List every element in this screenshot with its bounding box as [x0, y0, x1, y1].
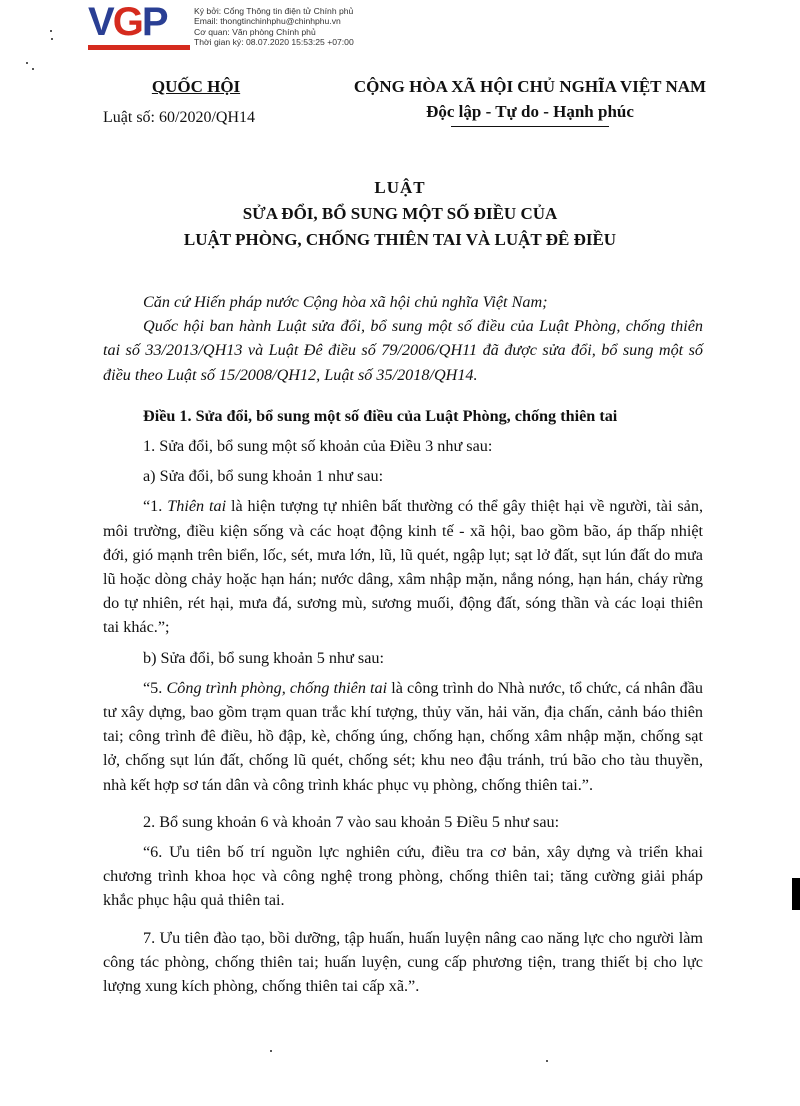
motto-underline [451, 126, 609, 127]
quoted-clause-7: 7. Ưu tiên đào tạo, bồi dưỡng, tập huấn, huấn luyện nâng cao năng lực cho người làm công tác phòng, chống thiên tai; huấn luyện, cung cấp phương tiện, trang thiết bị cho lực lượng xung kích phòng, chống thiên tai cấp xã.”. [103, 928, 703, 996]
signature-email: Email: thongtinchinhphu@chinhphu.vn [194, 16, 341, 27]
signature-info [194, 6, 354, 47]
national-motto: Độc lập - Tự do - Hạnh phúc [426, 102, 634, 121]
law-number: Luật số: 60/2020/QH14 [103, 109, 255, 126]
scan-speck [546, 1060, 548, 1062]
scan-speck [51, 38, 53, 40]
issuer-block [96, 77, 296, 97]
quoted-definition-1 [103, 494, 703, 639]
title-line-1: LUẬT [374, 178, 426, 197]
clause-2: 2. Bổ sung khoản 6 và khoản 7 vào sau khoản 5 Điều 5 như sau: [143, 812, 560, 831]
signature-signed-by: Ký bởi: Cổng Thông tin điện tử Chính phủ [194, 6, 354, 16]
law-title [0, 178, 800, 250]
quoted-definition-5 [103, 676, 703, 797]
title-line-3: LUẬT PHÒNG, CHỐNG THIÊN TAI VÀ LUẬT ĐÊ ĐIỀU [183, 230, 617, 249]
national-heading [340, 77, 720, 127]
preamble-constitution: Căn cứ Hiến pháp nước Cộng hòa xã hội chủ nghĩa Việt Nam; [143, 293, 548, 311]
document-body [103, 290, 703, 998]
scan-edge-mark [792, 878, 800, 910]
quote-1-prefix: “1. [143, 497, 168, 516]
scan-speck [32, 68, 34, 70]
signature-time: Thời gian ký: 08.07.2020 15:53:25 +07:00 [194, 36, 354, 47]
quote-1-text: là hiện tượng tự nhiên bất thường có thể gây thiệt hại về người, tài sản, môi trường, điều kiện sống và các hoạt động kinh tế - xã hội, bao gồm bão, áp thấp nhiệt đới, gió mạnh trên biển, lốc, sét, mưa lớn, lũ, lũ quét, ngập lụt; sạt lở đất, sụt lún đất do mưa lũ hoặc dòng chảy hoặc hạn hán; nước dâng, xâm nhập mặn, nắng nóng, hạn hán, cháy rừng do tự nhiên, rét hại, mưa đá, sương mù, sương muối, động đất, sóng thần và các loại thiên tai khác.”; [103, 497, 703, 637]
quote-1-term: Thiên tai [167, 497, 227, 516]
title-line-2: SỬA ĐỔI, BỔ SUNG MỘT SỐ ĐIỀU CỦA [242, 204, 558, 223]
preamble-enactment: Quốc hội ban hành Luật sửa đổi, bổ sung một số điều của Luật Phòng, chống thiên tai số 33/2013/QH13 và Luật Đê điều số 79/2006/QH11 đã được sửa đổi, bổ sung một số điều theo Luật số 15/2008/QH12, Luật số 35/2018/QH14. [103, 317, 703, 384]
scan-speck [26, 62, 28, 64]
clause-1a: a) Sửa đổi, bổ sung khoản 1 như sau: [143, 467, 384, 486]
article-1-heading: Điều 1. Sửa đổi, bổ sung một số điều của Luật Phòng, chống thiên tai [143, 406, 618, 425]
clause-1: 1. Sửa đổi, bổ sung một số khoản của Điều 3 như sau: [143, 437, 493, 456]
nation-name: CỘNG HÒA XÃ HỘI CHỦ NGHĨA VIỆT NAM [353, 77, 707, 96]
clause-1b: b) Sửa đổi, bổ sung khoản 5 như sau: [143, 648, 385, 667]
quote-5-term: Công trình phòng, chống thiên tai [166, 678, 388, 697]
vgp-logo-text: VGP [88, 0, 167, 44]
quote-5-prefix: “5. [143, 678, 167, 697]
signature-agency: Cơ quan: Văn phòng Chính phủ [194, 26, 316, 37]
quote-5-text: là công trình do Nhà nước, tổ chức, cá nhân đầu tư xây dựng, bao gồm trạm quan trắc khí tượng, thủy văn, hải văn, địa chấn, cảnh báo thiên tai; công trình đê điều, hồ đập, kè, chống úng, chống hạn, chống xâm nhập mặn, chống sạt lở, chống sụt lún đất, chống lũ quét, chống sét; khu neo đậu tránh, trú bão cho tàu thuyền, nhà kết hợp sơ tán dân và công trình khác phục vụ phòng, chống thiên tai.”. [103, 678, 704, 794]
scan-speck [50, 30, 52, 32]
digital-signature-stamp [88, 0, 418, 56]
vgp-logo-strip [88, 45, 190, 50]
issuing-organization: QUỐC HỘI [151, 77, 241, 96]
quoted-clause-6: “6. Ưu tiên bố trí nguồn lực nghiên cứu, điều tra cơ bản, xây dựng và triển khai chương trình khoa học và công nghệ trong phòng, chống thiên tai; tăng cường giải pháp khắc phục hậu quả thiên tai. [103, 843, 703, 910]
scan-speck [270, 1050, 272, 1052]
vgp-logo [88, 0, 190, 50]
